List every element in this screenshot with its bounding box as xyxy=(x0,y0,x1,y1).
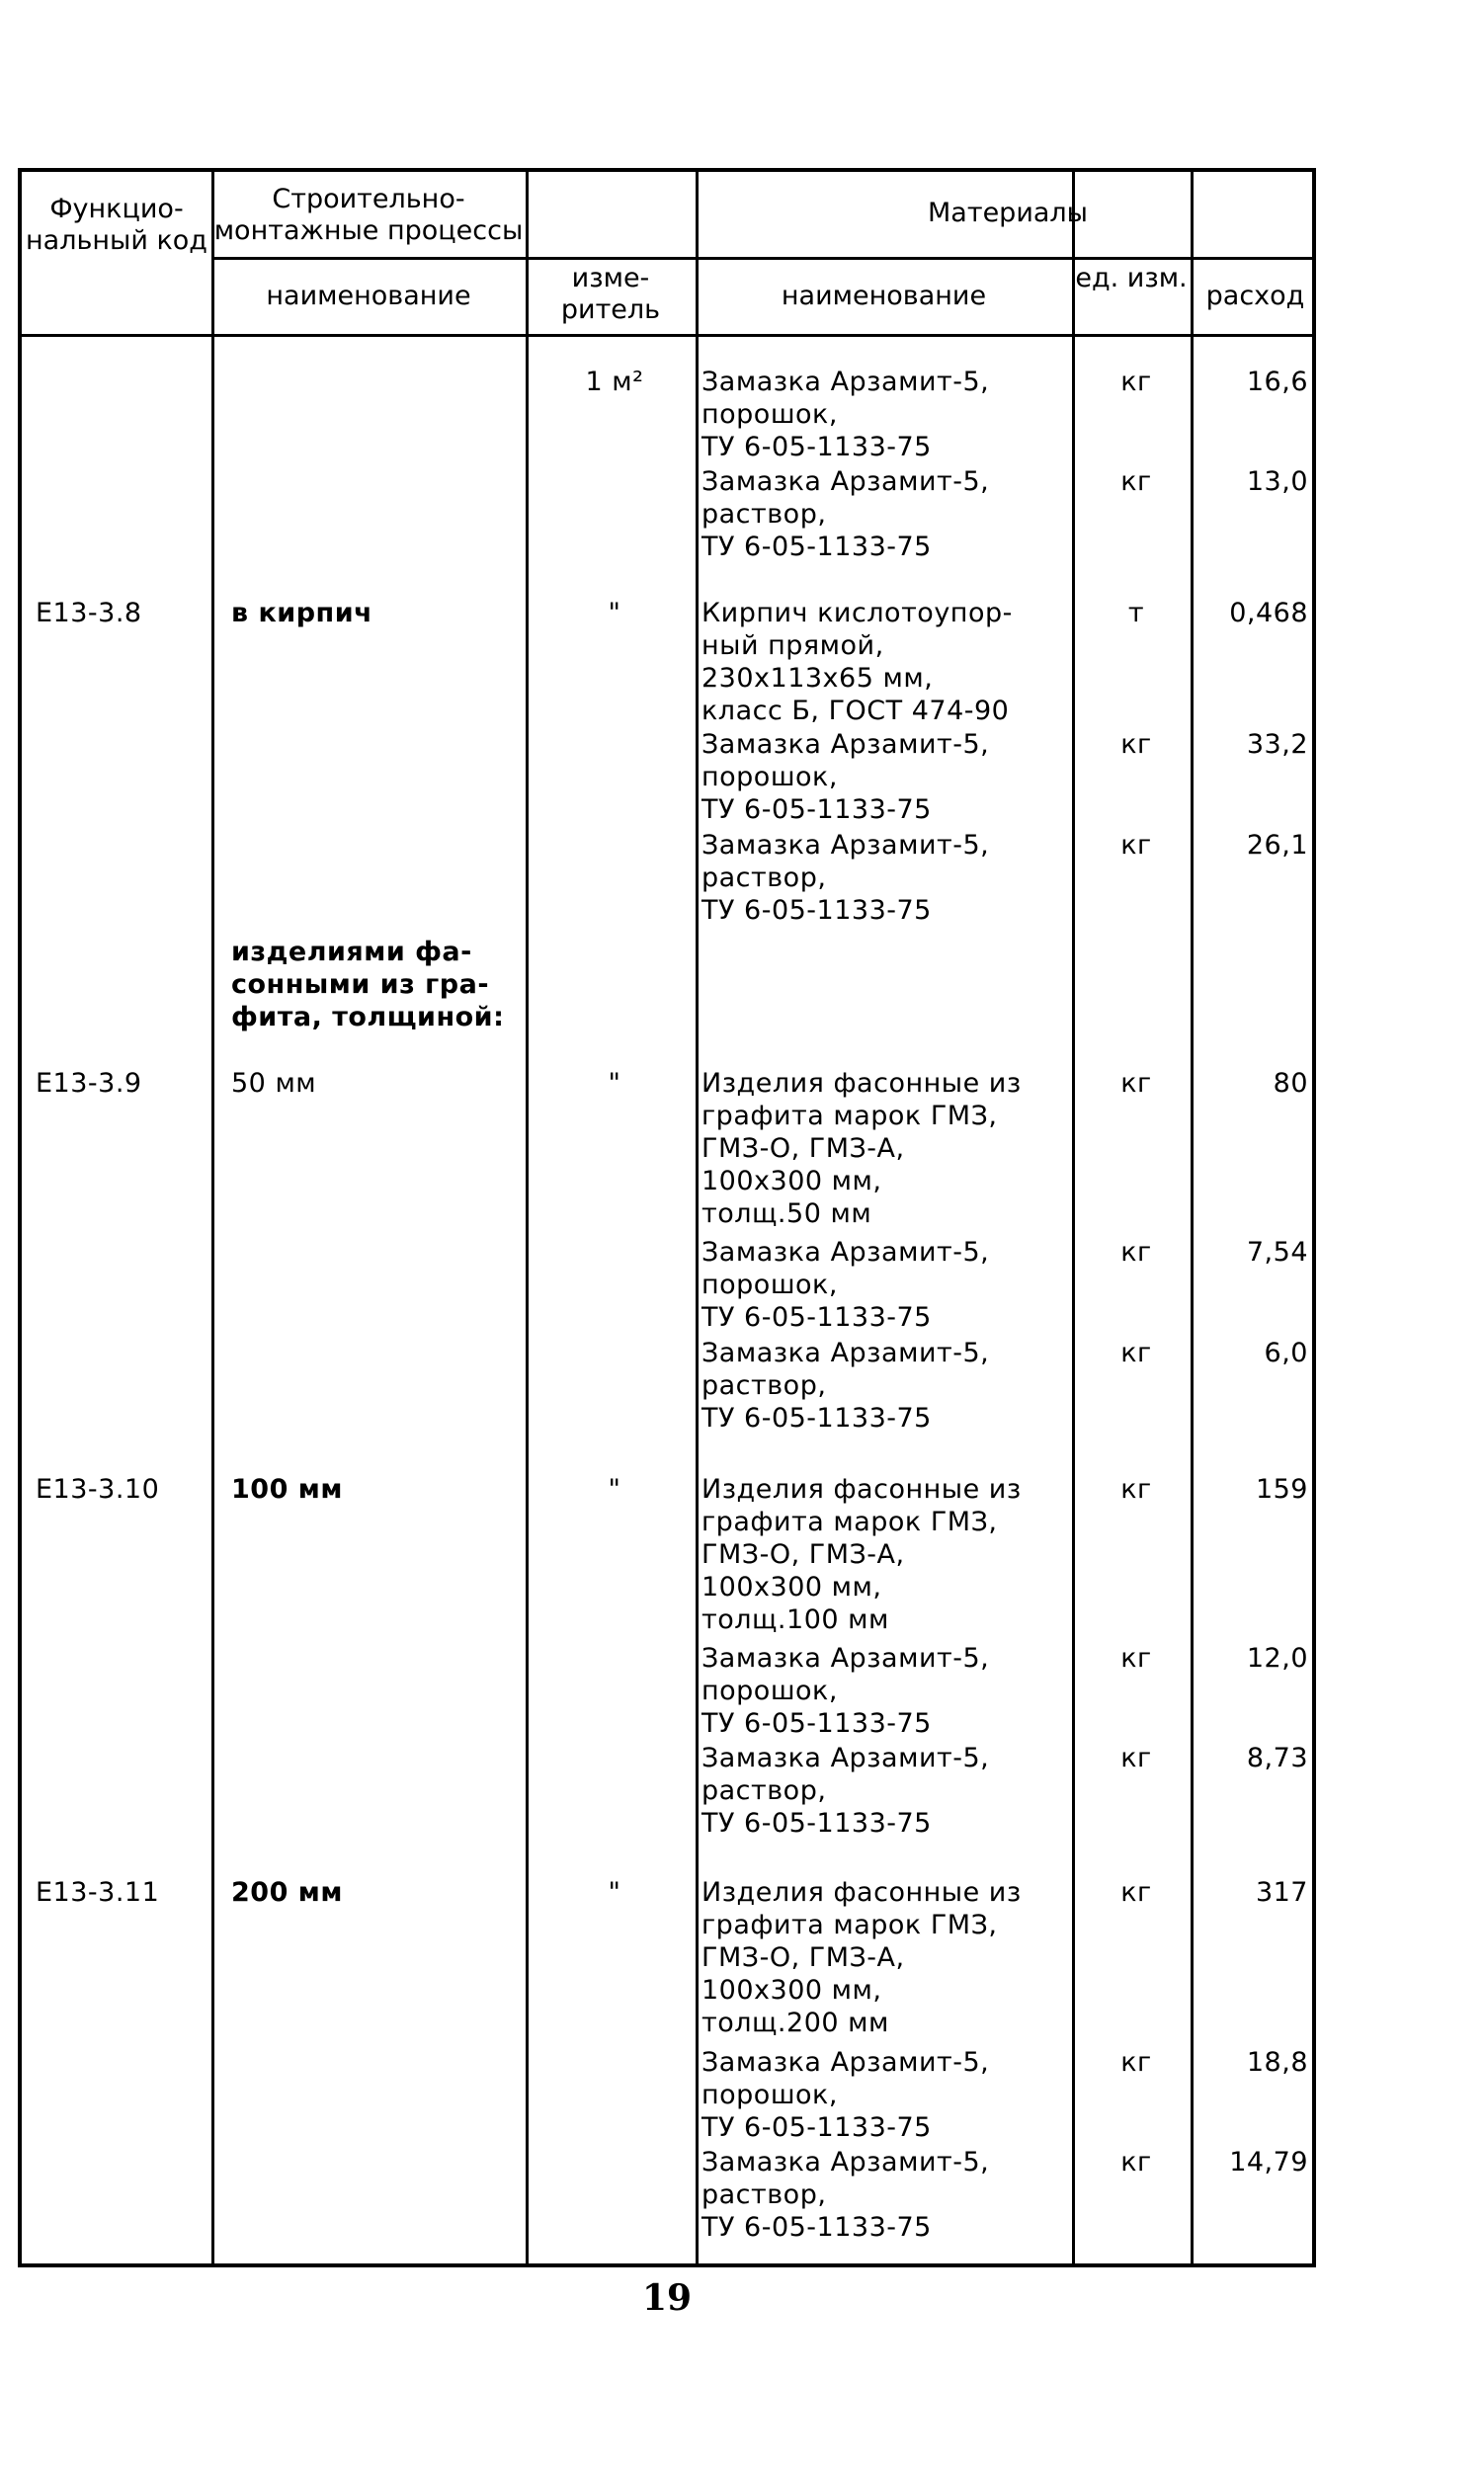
material-unit: кг xyxy=(1120,1237,1152,1268)
column-divider xyxy=(211,172,214,2263)
header-divider xyxy=(211,257,1312,260)
material-rate: 8,73 xyxy=(1246,1743,1308,1773)
header-materials: Материалы xyxy=(928,198,1088,228)
material-name: Замазка Арзамит-5, раствор, ТУ 6-05-1133-75 xyxy=(701,830,990,926)
material-rate: 317 xyxy=(1255,1877,1308,1908)
header-code: Функцио- нальный код xyxy=(26,194,207,256)
material-name: Замазка Арзамит-5, порошок, ТУ 6-05-1133-75 xyxy=(701,729,990,825)
material-rate: 14,79 xyxy=(1229,2147,1308,2177)
material-unit: кг xyxy=(1120,2047,1152,2078)
material-name: Изделия фасонные из графита марок ГМЗ, ГМЗ-О, ГМЗ-А, 100х300 мм, толщ.50 мм xyxy=(701,1068,1022,1229)
material-unit: кг xyxy=(1120,830,1152,861)
process-name: 100 мм xyxy=(231,1474,343,1505)
header-processes: Строительно-монтажные процессы xyxy=(213,184,524,246)
header-material-name: наименование xyxy=(781,281,987,311)
material-unit: кг xyxy=(1120,729,1152,760)
material-name: Замазка Арзамит-5, порошок, ТУ 6-05-1133-75 xyxy=(701,367,990,462)
material-unit: кг xyxy=(1120,1338,1152,1368)
materials-table xyxy=(18,168,1316,2267)
material-name: Замазка Арзамит-5, раствор, ТУ 6-05-1133-75 xyxy=(701,2147,990,2243)
material-unit: кг xyxy=(1120,1643,1152,1674)
material-name: Кирпич кислотоупор- ный прямой, 230х113х65 мм, класс Б, ГОСТ 474-90 xyxy=(701,598,1013,726)
material-name: Изделия фасонные из графита марок ГМЗ, ГМЗ-О, ГМЗ-А, 100х300 мм, толщ.100 мм xyxy=(701,1474,1022,1635)
function-code: Е13-3.8 xyxy=(36,598,142,628)
material-name: Замазка Арзамит-5, порошок, ТУ 6-05-1133-75 xyxy=(701,1643,990,1739)
function-code: Е13-3.11 xyxy=(36,1877,160,1908)
header-bottom-rule xyxy=(22,334,1312,337)
material-rate: 26,1 xyxy=(1246,830,1308,861)
process-unit: 1 м² xyxy=(585,367,644,397)
material-rate: 159 xyxy=(1255,1474,1308,1505)
material-rate: 18,8 xyxy=(1246,2047,1308,2078)
process-unit: " xyxy=(608,1877,621,1908)
material-rate: 33,2 xyxy=(1246,729,1308,760)
material-name: Изделия фасонные из графита марок ГМЗ, ГМЗ-О, ГМЗ-А, 100х300 мм, толщ.200 мм xyxy=(701,1877,1022,2038)
material-name: Замазка Арзамит-5, раствор, ТУ 6-05-1133-75 xyxy=(701,1338,990,1434)
header-process-name: наименование xyxy=(266,281,471,311)
process-name: в кирпич xyxy=(231,598,373,628)
process-unit: " xyxy=(608,1068,621,1099)
process-group-heading: изделиями фа- сонными из гра- фита, толщиной: xyxy=(231,937,505,1032)
function-code: Е13-3.10 xyxy=(36,1474,160,1505)
function-code: Е13-3.9 xyxy=(36,1068,142,1099)
material-unit: кг xyxy=(1120,2147,1152,2177)
process-name: 200 мм xyxy=(231,1877,343,1908)
material-rate: 6,0 xyxy=(1264,1338,1308,1368)
material-name: Замазка Арзамит-5, раствор, ТУ 6-05-1133-75 xyxy=(701,1743,990,1839)
process-unit: " xyxy=(608,598,621,628)
material-unit: кг xyxy=(1120,466,1152,497)
process-name: 50 мм xyxy=(231,1068,317,1099)
material-unit: кг xyxy=(1120,1743,1152,1773)
process-unit: " xyxy=(608,1474,621,1505)
column-divider xyxy=(696,172,699,2263)
material-unit: кг xyxy=(1120,1474,1152,1505)
material-unit: т xyxy=(1127,598,1145,628)
column-divider xyxy=(526,172,529,2263)
material-rate: 13,0 xyxy=(1246,466,1308,497)
material-rate: 0,468 xyxy=(1229,598,1308,628)
material-rate: 7,54 xyxy=(1246,1237,1308,1268)
header-material-unit: ед. изм. xyxy=(1075,263,1188,293)
material-name: Замазка Арзамит-5, раствор, ТУ 6-05-1133-75 xyxy=(701,466,990,562)
header-process-unit: изме- ритель xyxy=(560,263,661,325)
material-name: Замазка Арзамит-5, порошок, ТУ 6-05-1133-75 xyxy=(701,1237,990,1333)
material-rate: 80 xyxy=(1273,1068,1308,1099)
material-unit: кг xyxy=(1120,1068,1152,1099)
material-unit: кг xyxy=(1120,367,1152,397)
header-material-rate: расход xyxy=(1205,281,1305,311)
material-rate: 12,0 xyxy=(1246,1643,1308,1674)
material-unit: кг xyxy=(1120,1877,1152,1908)
page-number: 19 xyxy=(641,2277,693,2319)
material-rate: 16,6 xyxy=(1246,367,1308,397)
material-name: Замазка Арзамит-5, порошок, ТУ 6-05-1133-75 xyxy=(701,2047,990,2143)
